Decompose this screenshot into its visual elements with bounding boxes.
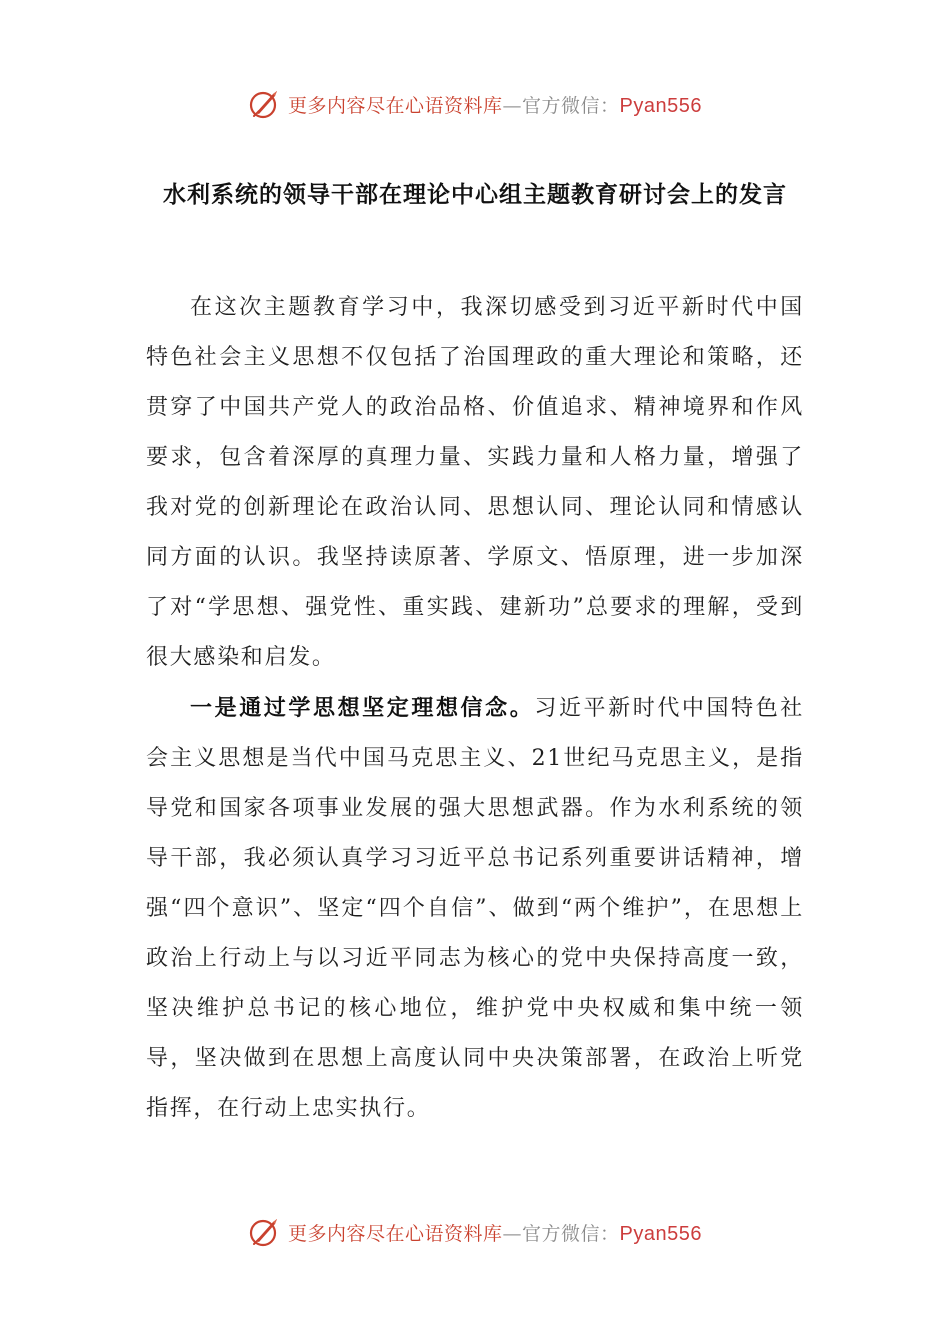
footer-banner (0, 1212, 950, 1252)
document-title: 水利系统的领导干部在理论中心组主题教育研讨会上的发言 (163, 181, 787, 208)
banner-separator: — (502, 94, 523, 117)
banner-main-text: 更多内容尽在心语资料库 (288, 1222, 503, 1245)
quill-pen-logo-icon (248, 87, 282, 121)
banner-separator: — (502, 1222, 523, 1245)
wechat-label: 官方微信： (522, 1222, 620, 1245)
quill-pen-logo-icon (248, 1215, 282, 1249)
paragraph-lead: 一是通过学思想坚定理想信念。 (190, 695, 535, 721)
paragraph-text: 在这次主题教育学习中，我深切感受到习近平新时代中国特色社会主义思想不仅包括了治国理政的重大理论和策略，还贯穿了中国共产党人的政治品格、价值追求、精神境界和作风要求，包含着深厚的真理力量、实践力量和人格力量，增强了我对党的创新理论在政治认同、思想认同、理论认同和情感认同方面的认识。我坚持读原著、学原文、悟原理，进一步加深了对“学思想、强党性、重实践、建新功”总要求的理解，受到很大感染和启发。 (146, 295, 804, 670)
wechat-label: 官方微信： (522, 94, 620, 117)
paragraph-intro (146, 282, 804, 683)
wechat-id: Pyan556 (619, 94, 702, 117)
wechat-id: Pyan556 (619, 1222, 702, 1245)
paragraph-point-one (146, 683, 804, 1134)
header-banner (0, 84, 950, 124)
banner-main-text: 更多内容尽在心语资料库 (288, 94, 503, 117)
banner-text (288, 1219, 702, 1246)
banner-text (288, 91, 702, 118)
document-body (146, 282, 804, 1134)
paragraph-text: 习近平新时代中国特色社会主义思想是当代中国马克思主义、21世纪马克思主义，是指导党和国家各项事业发展的强大思想武器。作为水利系统的领导干部，我必须认真学习习近平总书记系列重要讲话精神，增强“四个意识”、坚定“四个自信”、做到“两个维护”，在思想上政治上行动上与以习近平同志为核心的党中央保持高度一致，坚决维护总书记的核心地位，维护党中央权威和集中统一领导，坚决做到在思想上高度认同中央决策部署，在政治上听党指挥，在行动上忠实执行。 (146, 696, 804, 1121)
